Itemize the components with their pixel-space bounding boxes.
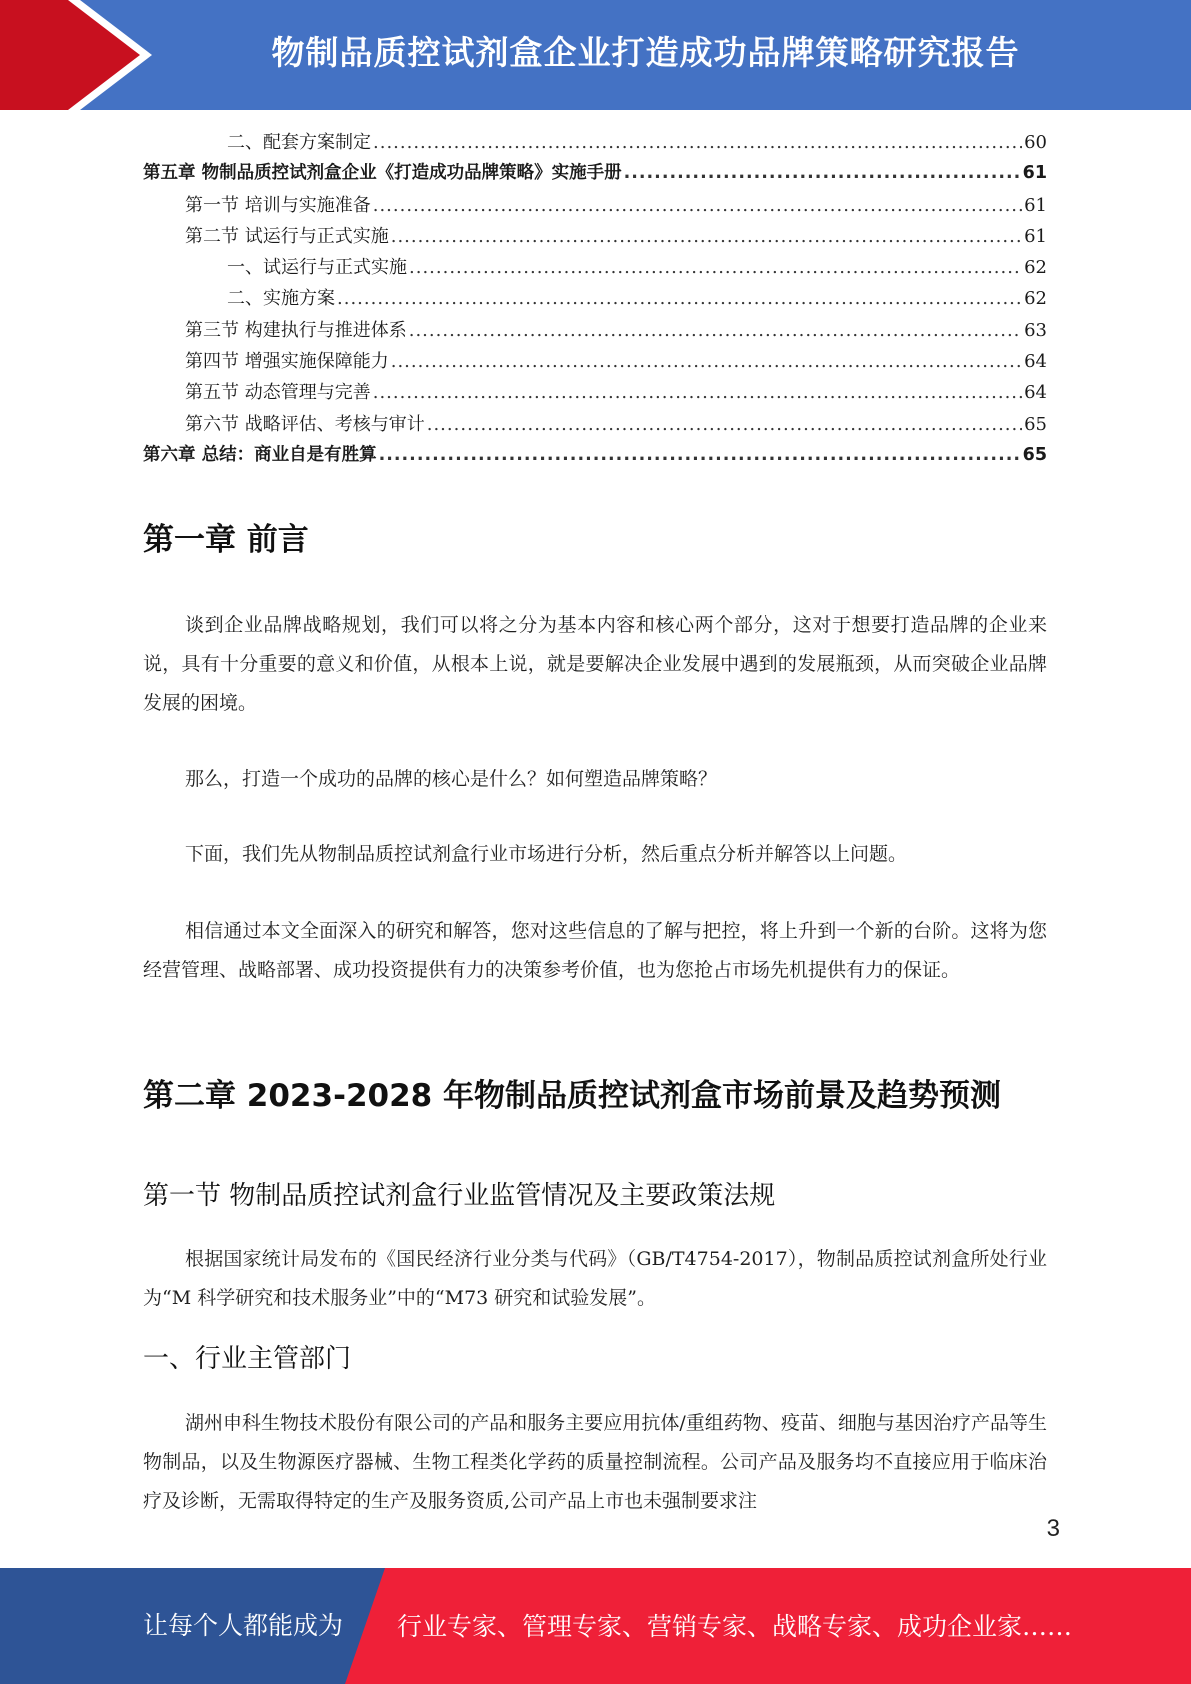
toc-entry-page: 60 xyxy=(1024,132,1047,153)
section-1-body xyxy=(143,1240,1047,1318)
toc-leader-dots xyxy=(391,226,1022,247)
toc-entry[interactable] xyxy=(143,378,1047,409)
toc-leader-dots xyxy=(624,163,1021,183)
table-of-contents xyxy=(143,128,1047,472)
toc-entry-text: 第二节 试运行与正式实施 xyxy=(185,225,389,247)
body-paragraph: 根据国家统计局发布的《国民经济行业分类与代码》（GB/T4754-2017），物制品质控试剂盒所处行业为“M 科学研究和技术服务业”中的“M73 研究和试验发展”。 xyxy=(143,1248,1047,1309)
header-arrow-decoration xyxy=(0,0,144,110)
footer-slogan-left: 让每个人都能成为 xyxy=(143,1611,344,1640)
body-paragraph: 谈到企业品牌战略规划，我们可以将之分为基本内容和核心两个部分，这对于想要打造品牌的企业来说，具有十分重要的意义和价值，从根本上说，就是要解决企业发展中遇到的发展瓶颈，从而突破企业品牌发展的困境。 xyxy=(143,614,1047,714)
toc-entry-text: 第六节 战略评估、考核与审计 xyxy=(185,413,425,435)
body-paragraph: 湖州申科生物技术股份有限公司的产品和服务主要应用抗体/重组药物、疫苗、细胞与基因治疗产品等生物制品，以及生物源医疗器械、生物工程类化学药的质量控制流程。公司产品及服务均不直接应用于临床治疗及诊断，无需取得特定的生产及服务资质,公司产品上市也未强制要求注 xyxy=(143,1412,1047,1512)
toc-leader-dots xyxy=(373,132,1022,153)
toc-entry-text: 第五章 物制品质控试剂盒企业《打造成功品牌策略》实施手册 xyxy=(143,163,622,184)
toc-entry[interactable] xyxy=(143,441,1047,472)
toc-leader-dots xyxy=(409,320,1022,341)
chapter-1-body xyxy=(143,760,1047,799)
toc-entry-page: 62 xyxy=(1024,257,1047,279)
chapter-2-heading: 第二章 2023-2028 年物制品质控试剂盒市场前景及趋势预测 xyxy=(143,1078,1002,1114)
report-title: 物制品质控试剂盒企业打造成功品牌策略研究报告 xyxy=(271,33,1020,72)
chapter-1-body xyxy=(143,835,1047,874)
toc-entry-text: 二、实施方案 xyxy=(227,288,335,310)
toc-entry[interactable] xyxy=(143,253,1047,284)
footer-banner xyxy=(0,1568,1191,1684)
toc-entry-page: 64 xyxy=(1024,351,1047,373)
toc-entry[interactable] xyxy=(143,191,1047,222)
toc-entry-page: 61 xyxy=(1024,225,1047,247)
toc-entry[interactable] xyxy=(143,316,1047,347)
toc-entry-text: 第三节 构建执行与推进体系 xyxy=(185,319,407,341)
toc-entry-text: 第六章 总结：商业自是有胜算 xyxy=(143,444,377,465)
chapter-1-body xyxy=(143,606,1047,723)
toc-entry-text: 二、配套方案制定 xyxy=(227,132,371,153)
toc-entry-page: 64 xyxy=(1024,382,1047,404)
section-1 xyxy=(143,1175,1047,1212)
subsection-1-body xyxy=(143,1404,1047,1521)
toc-leader-dots xyxy=(337,288,1022,309)
toc-leader-dots xyxy=(379,445,1021,465)
toc-entry-page: 65 xyxy=(1024,413,1047,435)
page-number: 3 xyxy=(1046,1515,1060,1542)
toc-leader-dots xyxy=(409,257,1022,278)
toc-entry[interactable] xyxy=(143,410,1047,441)
toc-leader-dots xyxy=(427,414,1022,435)
toc-entry-page: 63 xyxy=(1024,319,1047,341)
chapter-1 xyxy=(143,514,1047,559)
subsection-1-heading: 一、行业主管部门 xyxy=(143,1344,352,1374)
chapter-1-heading: 第一章 前言 xyxy=(143,522,309,558)
toc-entry-text: 第四节 增强实施保障能力 xyxy=(185,351,389,373)
toc-leader-dots xyxy=(391,351,1022,372)
body-paragraph: 下面，我们先从物制品质控试剂盒行业市场进行分析，然后重点分析并解答以上问题。 xyxy=(185,843,908,865)
toc-leader-dots xyxy=(373,195,1022,216)
footer-slogan-right: 行业专家、管理专家、营销专家、战略专家、成功企业家…… xyxy=(397,1612,1073,1641)
toc-entry[interactable] xyxy=(143,222,1047,253)
toc-entry-text: 一、试运行与正式实施 xyxy=(227,257,407,279)
section-1-heading: 第一节 物制品质控试剂盒行业监管情况及主要政策法规 xyxy=(143,1181,776,1211)
toc-leader-dots xyxy=(373,382,1022,403)
toc-entry-page: 61 xyxy=(1022,163,1047,184)
toc-entry[interactable] xyxy=(143,347,1047,378)
toc-entry-page: 62 xyxy=(1024,288,1047,310)
toc-entry[interactable] xyxy=(143,159,1047,190)
toc-entry[interactable] xyxy=(143,128,1047,159)
body-paragraph: 相信通过本文全面深入的研究和解答，您对这些信息的了解与把控，将上升到一个新的台阶。这将为您经营管理、战略部署、成功投资提供有力的决策参考价值，也为您抢占市场先机提供有力的保证。 xyxy=(143,920,1047,981)
toc-entry-text: 第一节 培训与实施准备 xyxy=(185,194,371,216)
chapter-1-body xyxy=(143,912,1047,990)
toc-entry[interactable] xyxy=(143,284,1047,315)
subsection-1 xyxy=(143,1338,1047,1375)
header-banner xyxy=(0,0,1191,110)
toc-entry-text: 第五节 动态管理与完善 xyxy=(185,382,371,404)
body-paragraph: 那么，打造一个成功的品牌的核心是什么？如何塑造品牌策略？ xyxy=(185,768,718,790)
toc-entry-page: 65 xyxy=(1022,444,1047,465)
chapter-2 xyxy=(143,1070,1047,1115)
toc-entry-page: 61 xyxy=(1024,194,1047,216)
